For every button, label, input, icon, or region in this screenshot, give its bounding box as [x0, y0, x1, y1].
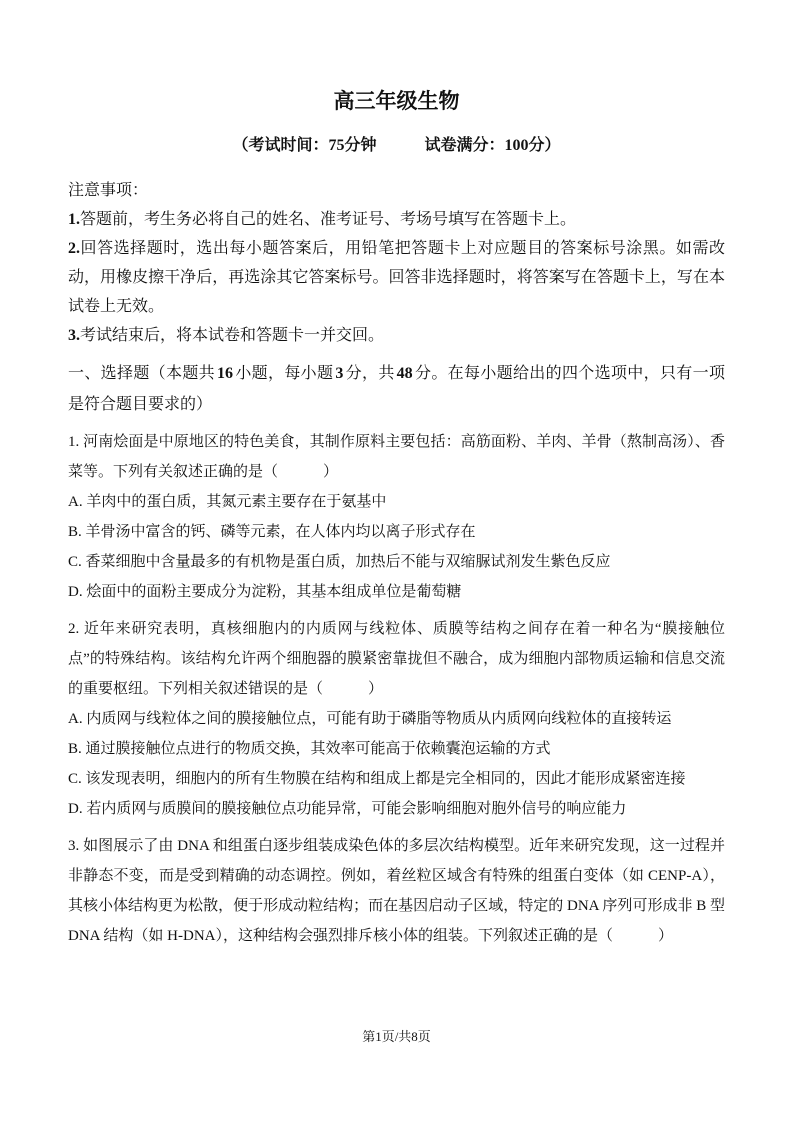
question-2-stem: 2. 近年来研究表明，真核细胞内的内质网与线粒体、质膜等结构之间存在着一种名为“膜接触位点”的特殊结构。该结构允许两个细胞器的膜紧密靠拢但不融合，成为细胞内部物质运输和信息交流的重要枢纽。下列相关叙述错误的是（ ） [68, 621, 725, 697]
notice-item-3: 3.考试结束后，将本试卷和答题卡一并交回。 [68, 327, 385, 344]
question-3-stem: 3. 如图展示了由 DNA 和组蛋白逐步组装成染色体的多层次结构模型。近年来研究发现，这一过程并非静态不变，而是受到精确的动态调控。例如，着丝粒区域含有特殊的组蛋白变体（如 CENP-A），其核小体结构更为松散，便于形成动粒结构；而在基因启动子区域，特定的 DNA 序列可形成非 B 型 DNA 结构（如 H-DNA），这种结构会强烈排斥核小体的组装。下列叙述正确的是（ ） [68, 838, 725, 944]
question-2-option-A: A. 内质网与线粒体之间的膜接触位点，可能有助于磷脂等物质从内质网向线粒体的直接转运 [68, 711, 672, 727]
exam-info-line: （考试时间：75分钟 试卷满分：100分） [232, 137, 561, 154]
section-heading-text: 分，共 [345, 365, 395, 382]
section-heading-number: 48 [396, 365, 413, 382]
section-heading-text: 一、选择题（本题共 [68, 365, 215, 382]
question-list [68, 427, 725, 951]
notice-list [68, 205, 725, 350]
section-heading-text: 分。在每小题给出的四个选项中，只有一项是符合题目要求的） [68, 365, 725, 413]
notice-number: 2. [68, 240, 80, 257]
question-1-option-C: C. 香菜细胞中含量最多的有机物是蛋白质，加热后不能与双缩脲试剂发生紫色反应 [68, 554, 611, 570]
question-2 [68, 614, 725, 824]
notice-number: 1. [68, 211, 80, 228]
question-2-option-C: C. 该发现表明，细胞内的所有生物膜在结构和组成上都是完全相同的，因此才能形成紧密连接 [68, 771, 686, 787]
question-1-stem: 1. 河南烩面是中原地区的特色美食，其制作原料主要包括：高筋面粉、羊肉、羊骨（熬制高汤）、香菜等。下列有关叙述正确的是（ ） [68, 434, 725, 480]
question-2-option-B: B. 通过膜接触位点进行的物质交换，其效率可能高于依赖囊泡运输的方式 [68, 741, 551, 757]
question-1 [68, 427, 725, 607]
question-3 [68, 831, 725, 951]
section-heading-number: 3 [335, 365, 344, 382]
section-heading [68, 358, 725, 420]
question-1-option-D: D. 烩面中的面粉主要成分为淀粉，其基本组成单位是葡萄糖 [68, 584, 462, 600]
notice-item-1: 1.答题前，考生务必将自己的姓名、准考证号、考场号填写在答题卡上。 [68, 211, 577, 228]
question-1-option-B: B. 羊骨汤中富含的钙、磷等元素，在人体内均以离子形式存在 [68, 524, 476, 540]
notice-item-2: 2.回答选择题时，选出每小题答案后，用铅笔把答题卡上对应题目的答案标号涂黑。如需改动，用橡皮擦干净后，再选涂其它答案标号。回答非选择题时，将答案写在答题卡上，写在本试卷上无效。 [68, 240, 725, 315]
page-footer: 第1页/共8页 [362, 1029, 431, 1044]
question-1-option-A: A. 羊肉中的蛋白质，其氮元素主要存在于氨基中 [68, 494, 387, 510]
question-2-option-D: D. 若内质网与质膜间的膜接触位点功能异常，可能会影响细胞对胞外信号的响应能力 [68, 801, 627, 817]
section-heading-number: 16 [217, 365, 233, 382]
section-heading-text: 小题，每小题 [235, 365, 334, 382]
notice-number: 3. [68, 327, 80, 344]
notice-heading: 注意事项： [68, 182, 149, 199]
page-title: 高三年级生物 [333, 89, 460, 113]
